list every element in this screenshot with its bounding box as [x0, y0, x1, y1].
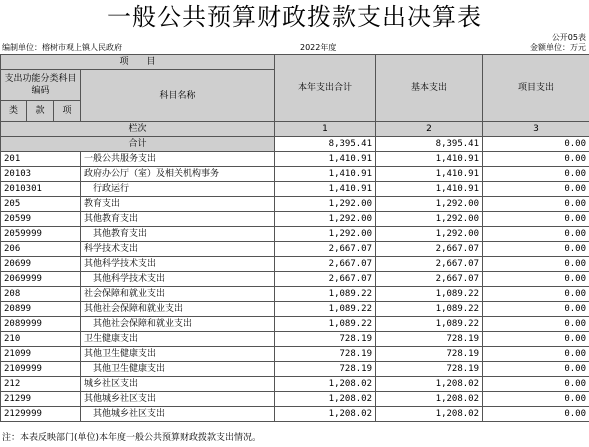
- table-row: [1, 227, 589, 242]
- table-row: [1, 152, 589, 167]
- column-index-label: 栏次: [1, 122, 275, 137]
- header-entry: 项: [54, 101, 81, 122]
- subject-name: 教育支出: [81, 197, 275, 212]
- currency-label: 金额单位：万元: [530, 43, 586, 52]
- subject-code: 2089999: [1, 317, 81, 332]
- subject-code: 2059999: [1, 227, 81, 242]
- subject-name: 政府办公厅（室）及相关机构事务: [81, 167, 275, 182]
- amount-project: 0.00: [483, 242, 589, 257]
- subject-name: 其他科学技术支出: [81, 257, 275, 272]
- subject-code: 2010301: [1, 182, 81, 197]
- amount-total: 1,410.91: [275, 167, 376, 182]
- amount-total: 728.19: [275, 332, 376, 347]
- amount-total: 2,667.07: [275, 242, 376, 257]
- subject-code: 20599: [1, 212, 81, 227]
- table-row: [1, 257, 589, 272]
- amount-total: 2,667.07: [275, 272, 376, 287]
- amount-total: 1,292.00: [275, 227, 376, 242]
- table-row: [1, 317, 589, 332]
- amount-basic: 2,667.07: [376, 257, 483, 272]
- amount-basic: 728.19: [376, 362, 483, 377]
- amount-project: 0.00: [483, 347, 589, 362]
- table-row: [1, 332, 589, 347]
- amount-basic: 2,667.07: [376, 242, 483, 257]
- amount-basic: 1,208.02: [376, 407, 483, 422]
- amount-total: 1,208.02: [275, 407, 376, 422]
- header-section: 款: [27, 101, 54, 122]
- table-row: [1, 167, 589, 182]
- amount-basic: 1,089.22: [376, 302, 483, 317]
- total-row: [1, 137, 589, 152]
- amount-project: 0.00: [483, 377, 589, 392]
- subject-code: 2069999: [1, 272, 81, 287]
- table-row: [1, 407, 589, 422]
- header-basic: 基本支出: [376, 55, 483, 122]
- subject-code: 2109999: [1, 362, 81, 377]
- header-project: 项目支出: [483, 55, 589, 122]
- footnote: 注：本表反映部门(单位)本年度一般公共预算财政拨款支出情况。: [2, 433, 262, 443]
- subject-code: 205: [1, 197, 81, 212]
- amount-basic: 2,667.07: [376, 272, 483, 287]
- table-row: [1, 287, 589, 302]
- table-row: [1, 392, 589, 407]
- subject-name: 一般公共服务支出: [81, 152, 275, 167]
- amount-total: 728.19: [275, 347, 376, 362]
- table-row: [1, 242, 589, 257]
- unit-label: 编制单位：榕树市观上镇人民政府: [2, 43, 122, 52]
- amount-basic: 1,410.91: [376, 167, 483, 182]
- table-row: [1, 212, 589, 227]
- subject-name: 卫生健康支出: [81, 332, 275, 347]
- amount-total: 1,208.02: [275, 377, 376, 392]
- subject-name: 其他城乡社区支出: [81, 392, 275, 407]
- subject-code: 206: [1, 242, 81, 257]
- subject-code: 20699: [1, 257, 81, 272]
- subject-name: 社会保障和就业支出: [81, 287, 275, 302]
- subject-name: 其他卫生健康支出: [81, 362, 275, 377]
- subject-name: 其他教育支出: [81, 227, 275, 242]
- column-index-1: 1: [275, 122, 376, 137]
- subject-name: 其他社会保障和就业支出: [81, 302, 275, 317]
- year-label: 2022年度: [300, 43, 337, 52]
- amount-project: 0.00: [483, 182, 589, 197]
- amount-project: 0.00: [483, 197, 589, 212]
- table-row: [1, 302, 589, 317]
- amount-project: 0.00: [483, 212, 589, 227]
- amount-total: 1,089.22: [275, 302, 376, 317]
- subject-code: 2129999: [1, 407, 81, 422]
- amount-project: 0.00: [483, 317, 589, 332]
- amount-basic: 728.19: [376, 332, 483, 347]
- amount-project: 0.00: [483, 257, 589, 272]
- amount-project: 0.00: [483, 227, 589, 242]
- subject-code: 21099: [1, 347, 81, 362]
- column-index-2: 2: [376, 122, 483, 137]
- subject-code: 208: [1, 287, 81, 302]
- amount-basic: 1,292.00: [376, 197, 483, 212]
- subject-code: 212: [1, 377, 81, 392]
- header-func-code: 支出功能分类科目编码: [1, 70, 81, 101]
- subject-code: 20899: [1, 302, 81, 317]
- subject-name: 其他科学技术支出: [81, 272, 275, 287]
- amount-basic: 1,089.22: [376, 317, 483, 332]
- amount-project: 0.00: [483, 287, 589, 302]
- page-title: 一般公共预算财政拨款支出决算表: [107, 3, 482, 31]
- amount-total: 728.19: [275, 362, 376, 377]
- amount-project: 0.00: [483, 152, 589, 167]
- table-row: [1, 197, 589, 212]
- total-label: 合计: [1, 137, 275, 152]
- subject-code: 210: [1, 332, 81, 347]
- subject-code: 21299: [1, 392, 81, 407]
- subject-name: 其他社会保障和就业支出: [81, 317, 275, 332]
- table-row: [1, 347, 589, 362]
- subject-code: 201: [1, 152, 81, 167]
- amount-basic: 1,292.00: [376, 212, 483, 227]
- total-project: 0.00: [483, 137, 589, 152]
- subject-name: 行政运行: [81, 182, 275, 197]
- subject-name: 其他城乡社区支出: [81, 407, 275, 422]
- amount-project: 0.00: [483, 302, 589, 317]
- amount-basic: 1,208.02: [376, 392, 483, 407]
- subject-name: 其他卫生健康支出: [81, 347, 275, 362]
- amount-basic: 1,410.91: [376, 182, 483, 197]
- amount-total: 1,292.00: [275, 197, 376, 212]
- amount-total: 1,410.91: [275, 182, 376, 197]
- amount-basic: 1,410.91: [376, 152, 483, 167]
- amount-basic: 1,089.22: [376, 287, 483, 302]
- total-amount: 8,395.41: [275, 137, 376, 152]
- amount-project: 0.00: [483, 272, 589, 287]
- header-subject-name: 科目名称: [81, 70, 275, 122]
- table-row: [1, 272, 589, 287]
- header-kind: 类: [1, 101, 27, 122]
- amount-project: 0.00: [483, 407, 589, 422]
- amount-basic: 1,208.02: [376, 377, 483, 392]
- subject-code: 20103: [1, 167, 81, 182]
- header-item: 项 目: [1, 55, 275, 70]
- subject-name: 科学技术支出: [81, 242, 275, 257]
- total-basic: 8,395.41: [376, 137, 483, 152]
- amount-total: 1,410.91: [275, 152, 376, 167]
- table-row: [1, 362, 589, 377]
- table-row: [1, 182, 589, 197]
- amount-basic: 1,292.00: [376, 227, 483, 242]
- form-code: 公开05表: [551, 33, 586, 42]
- amount-total: 1,292.00: [275, 212, 376, 227]
- amount-project: 0.00: [483, 392, 589, 407]
- amount-total: 1,208.02: [275, 392, 376, 407]
- subject-name: 其他教育支出: [81, 212, 275, 227]
- expenditure-table: [0, 54, 589, 422]
- amount-project: 0.00: [483, 167, 589, 182]
- amount-total: 1,089.22: [275, 317, 376, 332]
- amount-basic: 728.19: [376, 347, 483, 362]
- subject-name: 城乡社区支出: [81, 377, 275, 392]
- table-row: [1, 377, 589, 392]
- amount-project: 0.00: [483, 332, 589, 347]
- header-total: 本年支出合计: [275, 55, 376, 122]
- amount-total: 2,667.07: [275, 257, 376, 272]
- amount-total: 1,089.22: [275, 287, 376, 302]
- column-index-3: 3: [483, 122, 589, 137]
- amount-project: 0.00: [483, 362, 589, 377]
